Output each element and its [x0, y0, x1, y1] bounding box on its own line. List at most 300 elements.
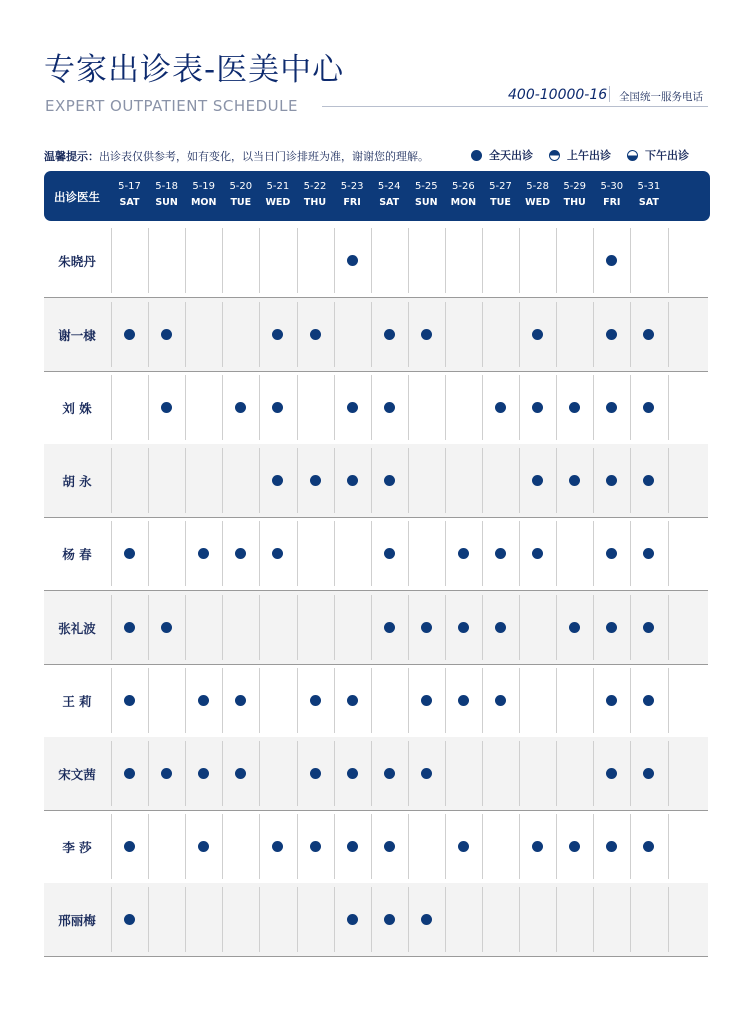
column-divider	[148, 668, 149, 733]
full-day-dot-icon	[272, 841, 283, 852]
full-day-dot-icon	[124, 841, 135, 852]
column-divider	[111, 375, 112, 440]
column-divider	[185, 887, 186, 952]
column-divider	[668, 595, 669, 660]
full-day-dot-icon	[124, 329, 135, 340]
column-divider	[556, 741, 557, 806]
notice-text	[44, 148, 429, 164]
column-divider	[222, 668, 223, 733]
column-divider	[297, 448, 298, 513]
column-divider	[111, 448, 112, 513]
table-row	[44, 444, 708, 517]
table-row	[44, 591, 708, 664]
column-divider	[148, 814, 149, 879]
column-divider	[371, 887, 372, 952]
column-divider	[445, 595, 446, 660]
column-divider	[259, 814, 260, 879]
date-header-12	[556, 180, 593, 210]
column-divider	[482, 595, 483, 660]
weekday-label: SAT	[379, 197, 400, 208]
full-day-dot-icon	[606, 475, 617, 486]
column-divider	[519, 668, 520, 733]
doctor-name: 刘 姝	[62, 400, 92, 416]
full-day-dot-icon	[161, 768, 172, 779]
full-day-dot-icon	[421, 768, 432, 779]
full-day-dot-icon	[384, 768, 395, 779]
column-divider	[297, 228, 298, 293]
column-divider	[334, 521, 335, 586]
full-day-dot-icon	[384, 548, 395, 559]
table-row	[44, 298, 708, 371]
full-day-dot-icon	[643, 548, 654, 559]
full-day-dot-icon	[347, 695, 358, 706]
column-divider	[482, 741, 483, 806]
full-day-dot-icon	[606, 255, 617, 266]
column-divider	[334, 595, 335, 660]
column-divider	[668, 448, 669, 513]
column-divider	[371, 228, 372, 293]
column-divider	[668, 814, 669, 879]
date-label: 5-26	[452, 181, 475, 192]
date-label: 5-19	[192, 181, 216, 192]
full-day-dot-icon	[643, 768, 654, 779]
column-divider	[630, 668, 631, 733]
full-day-dot-icon	[495, 402, 506, 413]
column-divider	[630, 302, 631, 367]
column-divider	[334, 228, 335, 293]
column-divider	[482, 521, 483, 586]
table-row	[44, 517, 708, 590]
weekday-label: THU	[563, 197, 586, 208]
column-divider	[445, 448, 446, 513]
weekday-label: WED	[525, 197, 551, 208]
date-label: 5-27	[489, 181, 512, 192]
full-day-dot-icon	[124, 695, 135, 706]
weekday-label: SUN	[155, 197, 178, 208]
column-divider	[445, 521, 446, 586]
full-day-dot-icon	[198, 841, 209, 852]
column-divider	[111, 668, 112, 733]
date-header-7	[371, 180, 408, 210]
date-label: 5-17	[118, 181, 141, 192]
weekday-label: MON	[190, 197, 217, 208]
half-bottom-dot-icon	[627, 150, 638, 161]
column-divider	[259, 595, 260, 660]
full-day-dot-icon	[458, 695, 469, 706]
full-day-dot-icon	[384, 475, 395, 486]
column-divider	[371, 302, 372, 367]
column-divider	[148, 448, 149, 513]
column-divider	[668, 302, 669, 367]
date-header-14	[630, 180, 667, 210]
column-divider	[519, 302, 520, 367]
column-divider	[593, 668, 594, 733]
column-divider	[297, 887, 298, 952]
full-day-dot-icon	[495, 548, 506, 559]
full-day-dot-icon	[421, 329, 432, 340]
column-divider	[185, 375, 186, 440]
date-header-4	[259, 180, 296, 210]
full-day-dot-icon	[272, 329, 283, 340]
date-label: 5-29	[563, 181, 587, 192]
column-divider	[371, 521, 372, 586]
column-divider	[593, 228, 594, 293]
column-divider	[408, 228, 409, 293]
full-day-dot-icon	[532, 475, 543, 486]
weekday-label: SAT	[638, 197, 659, 208]
full-day-dot-icon	[198, 768, 209, 779]
full-day-dot-icon	[569, 622, 580, 633]
column-divider	[630, 814, 631, 879]
column-divider	[371, 595, 372, 660]
column-divider	[408, 302, 409, 367]
full-day-dot-icon	[384, 329, 395, 340]
column-divider	[519, 521, 520, 586]
column-divider	[593, 887, 594, 952]
full-day-dot-icon	[235, 402, 246, 413]
column-divider	[630, 228, 631, 293]
column-divider	[297, 595, 298, 660]
column-divider	[482, 228, 483, 293]
full-day-dot-icon	[347, 768, 358, 779]
column-divider	[556, 595, 557, 660]
column-divider	[185, 521, 186, 586]
full-day-dot-icon	[643, 622, 654, 633]
column-divider	[259, 448, 260, 513]
table-row	[44, 224, 708, 297]
column-divider	[222, 741, 223, 806]
column-divider	[148, 375, 149, 440]
column-divider	[593, 521, 594, 586]
date-header-9	[445, 180, 482, 210]
full-day-dot-icon	[421, 695, 432, 706]
full-day-dot-icon	[384, 402, 395, 413]
schedule-header	[44, 171, 710, 221]
column-divider	[445, 228, 446, 293]
full-day-dot-icon	[124, 622, 135, 633]
column-divider	[445, 741, 446, 806]
doctor-name: 宋文茜	[58, 766, 96, 782]
full-day-dot-icon	[458, 548, 469, 559]
column-divider	[408, 668, 409, 733]
date-label: 5-20	[229, 181, 253, 192]
full-day-dot-icon	[458, 622, 469, 633]
full-day-dot-icon	[310, 841, 321, 852]
column-divider	[259, 228, 260, 293]
full-day-dot-icon	[532, 402, 543, 413]
column-divider	[259, 668, 260, 733]
full-day-dot-icon	[310, 768, 321, 779]
table-row	[44, 737, 708, 810]
full-day-dot-icon	[532, 548, 543, 559]
full-day-dot-icon	[384, 622, 395, 633]
column-divider	[259, 302, 260, 367]
full-day-dot-icon	[347, 914, 358, 925]
column-divider	[408, 814, 409, 879]
weekday-label: SUN	[415, 197, 438, 208]
column-divider	[371, 814, 372, 879]
column-divider	[668, 228, 669, 293]
column-divider	[222, 375, 223, 440]
table-row	[44, 664, 708, 737]
date-label: 5-23	[340, 181, 364, 192]
date-header-0	[111, 180, 148, 210]
full-day-dot-icon	[569, 475, 580, 486]
weekday-label: SAT	[119, 197, 140, 208]
column-divider	[593, 741, 594, 806]
column-divider	[111, 887, 112, 952]
table-row	[44, 883, 708, 956]
column-divider	[334, 741, 335, 806]
column-divider	[259, 521, 260, 586]
date-label: 5-21	[266, 181, 290, 192]
full-day-dot-icon	[471, 150, 482, 161]
column-divider	[630, 887, 631, 952]
column-divider	[222, 521, 223, 586]
column-divider	[111, 741, 112, 806]
doctor-name: 张礼波	[58, 620, 96, 636]
full-day-dot-icon	[606, 548, 617, 559]
column-divider	[668, 741, 669, 806]
full-day-dot-icon	[495, 695, 506, 706]
table-row	[44, 810, 708, 883]
legend-full-day	[471, 147, 533, 163]
weekday-label: TUE	[490, 197, 511, 208]
full-day-dot-icon	[272, 475, 283, 486]
column-divider	[668, 668, 669, 733]
full-day-dot-icon	[495, 622, 506, 633]
column-divider	[259, 375, 260, 440]
column-divider	[222, 887, 223, 952]
full-day-dot-icon	[606, 402, 617, 413]
column-divider	[297, 741, 298, 806]
full-day-dot-icon	[198, 695, 209, 706]
column-divider	[556, 814, 557, 879]
date-header-5	[297, 180, 334, 210]
column-divider	[259, 741, 260, 806]
full-day-dot-icon	[310, 475, 321, 486]
column-divider	[408, 448, 409, 513]
date-header-2	[185, 180, 222, 210]
doctor-name: 王 莉	[62, 693, 92, 709]
column-divider	[408, 741, 409, 806]
full-day-dot-icon	[347, 841, 358, 852]
row-divider	[44, 956, 708, 957]
full-day-dot-icon	[310, 695, 321, 706]
column-divider	[445, 814, 446, 879]
column-divider	[408, 521, 409, 586]
date-label: 5-30	[600, 181, 624, 192]
legend-morning	[549, 147, 611, 163]
doctor-name: 李 莎	[62, 839, 92, 855]
weekday-label: FRI	[343, 197, 361, 208]
full-day-dot-icon	[532, 329, 543, 340]
full-day-dot-icon	[235, 695, 246, 706]
full-day-dot-icon	[606, 622, 617, 633]
column-divider	[668, 521, 669, 586]
doctor-name: 邢丽梅	[58, 912, 96, 928]
column-divider	[482, 668, 483, 733]
column-divider	[408, 595, 409, 660]
column-divider	[334, 668, 335, 733]
column-divider	[148, 521, 149, 586]
column-divider	[111, 302, 112, 367]
column-divider	[371, 741, 372, 806]
weekday-label: MON	[450, 197, 477, 208]
column-divider	[408, 375, 409, 440]
subtitle-divider	[322, 106, 708, 107]
legend-morning-label: 上午出诊	[567, 149, 611, 162]
column-divider	[185, 448, 186, 513]
column-divider	[556, 228, 557, 293]
column-divider	[297, 302, 298, 367]
half-top-dot-icon	[549, 150, 560, 161]
notice-body: 出诊表仅供参考，如有变化，以当日门诊排班为准，谢谢您的理解。	[99, 150, 429, 163]
full-day-dot-icon	[643, 475, 654, 486]
column-divider	[482, 302, 483, 367]
column-divider	[222, 302, 223, 367]
column-divider	[556, 521, 557, 586]
weekday-label: WED	[265, 197, 291, 208]
column-divider	[222, 595, 223, 660]
full-day-dot-icon	[643, 329, 654, 340]
full-day-dot-icon	[606, 329, 617, 340]
column-divider	[148, 302, 149, 367]
full-day-dot-icon	[569, 841, 580, 852]
column-divider	[334, 814, 335, 879]
full-day-dot-icon	[198, 548, 209, 559]
column-divider	[445, 887, 446, 952]
column-divider	[445, 375, 446, 440]
date-label: 5-22	[303, 181, 327, 192]
full-day-dot-icon	[347, 255, 358, 266]
column-divider	[593, 302, 594, 367]
date-header-13	[593, 180, 630, 210]
full-day-dot-icon	[606, 841, 617, 852]
legend-full-day-label: 全天出诊	[489, 149, 533, 162]
column-divider	[593, 814, 594, 879]
full-day-dot-icon	[643, 695, 654, 706]
full-day-dot-icon	[643, 402, 654, 413]
full-day-dot-icon	[421, 914, 432, 925]
column-divider	[519, 887, 520, 952]
column-divider	[482, 887, 483, 952]
full-day-dot-icon	[569, 402, 580, 413]
column-divider	[519, 448, 520, 513]
column-divider	[519, 228, 520, 293]
legend-afternoon-label: 下午出诊	[645, 149, 689, 162]
date-label: 5-24	[377, 181, 401, 192]
weekday-label: THU	[303, 197, 327, 208]
date-header-10	[482, 180, 519, 210]
full-day-dot-icon	[272, 402, 283, 413]
column-divider	[222, 814, 223, 879]
date-label: 5-31	[637, 181, 661, 192]
column-divider	[334, 887, 335, 952]
column-divider	[297, 521, 298, 586]
date-label: 5-28	[526, 181, 549, 192]
column-divider	[630, 521, 631, 586]
full-day-dot-icon	[347, 402, 358, 413]
legend-afternoon	[627, 147, 689, 163]
date-label: 5-25	[414, 181, 438, 192]
page-title: 专家出诊表-医美中心	[44, 52, 345, 88]
column-divider	[148, 741, 149, 806]
column-divider	[482, 448, 483, 513]
doctor-name: 朱晓丹	[58, 253, 96, 269]
column-divider	[297, 375, 298, 440]
doctor-name: 杨 春	[62, 546, 92, 562]
column-divider	[519, 741, 520, 806]
full-day-dot-icon	[606, 768, 617, 779]
column-divider	[630, 595, 631, 660]
column-divider	[148, 595, 149, 660]
column-divider	[185, 741, 186, 806]
column-divider	[334, 302, 335, 367]
full-day-dot-icon	[606, 695, 617, 706]
phone-separator	[609, 86, 610, 102]
column-divider	[185, 595, 186, 660]
column-divider	[185, 668, 186, 733]
date-header-1	[148, 180, 185, 210]
full-day-dot-icon	[532, 841, 543, 852]
date-header-11	[519, 180, 556, 210]
doctor-column-header: 出诊医生	[54, 190, 100, 204]
weekday-label: FRI	[603, 197, 621, 208]
date-label: 5-18	[155, 181, 178, 192]
doctor-name: 胡 永	[62, 473, 92, 489]
full-day-dot-icon	[235, 548, 246, 559]
service-phone-number: 400-10000-16	[508, 87, 608, 103]
column-divider	[556, 302, 557, 367]
column-divider	[593, 448, 594, 513]
column-divider	[111, 521, 112, 586]
page-subtitle: EXPERT OUTPATIENT SCHEDULE	[45, 97, 298, 115]
column-divider	[297, 668, 298, 733]
column-divider	[148, 887, 149, 952]
column-divider	[148, 228, 149, 293]
doctor-name: 谢一棣	[58, 327, 96, 343]
full-day-dot-icon	[643, 841, 654, 852]
column-divider	[371, 375, 372, 440]
column-divider	[556, 448, 557, 513]
column-divider	[593, 375, 594, 440]
full-day-dot-icon	[384, 914, 395, 925]
column-divider	[482, 375, 483, 440]
column-divider	[630, 375, 631, 440]
column-divider	[556, 668, 557, 733]
date-header-3	[222, 180, 259, 210]
service-phone-label: 全国统一服务电话	[619, 91, 703, 103]
column-divider	[111, 814, 112, 879]
column-divider	[371, 448, 372, 513]
table-row	[44, 371, 708, 444]
date-header-8	[408, 180, 445, 210]
full-day-dot-icon	[161, 329, 172, 340]
column-divider	[519, 595, 520, 660]
full-day-dot-icon	[161, 622, 172, 633]
column-divider	[334, 448, 335, 513]
column-divider	[482, 814, 483, 879]
column-divider	[668, 375, 669, 440]
full-day-dot-icon	[458, 841, 469, 852]
weekday-label: TUE	[230, 197, 252, 208]
column-divider	[556, 375, 557, 440]
full-day-dot-icon	[235, 768, 246, 779]
column-divider	[630, 448, 631, 513]
date-header-6	[334, 180, 371, 210]
column-divider	[408, 887, 409, 952]
